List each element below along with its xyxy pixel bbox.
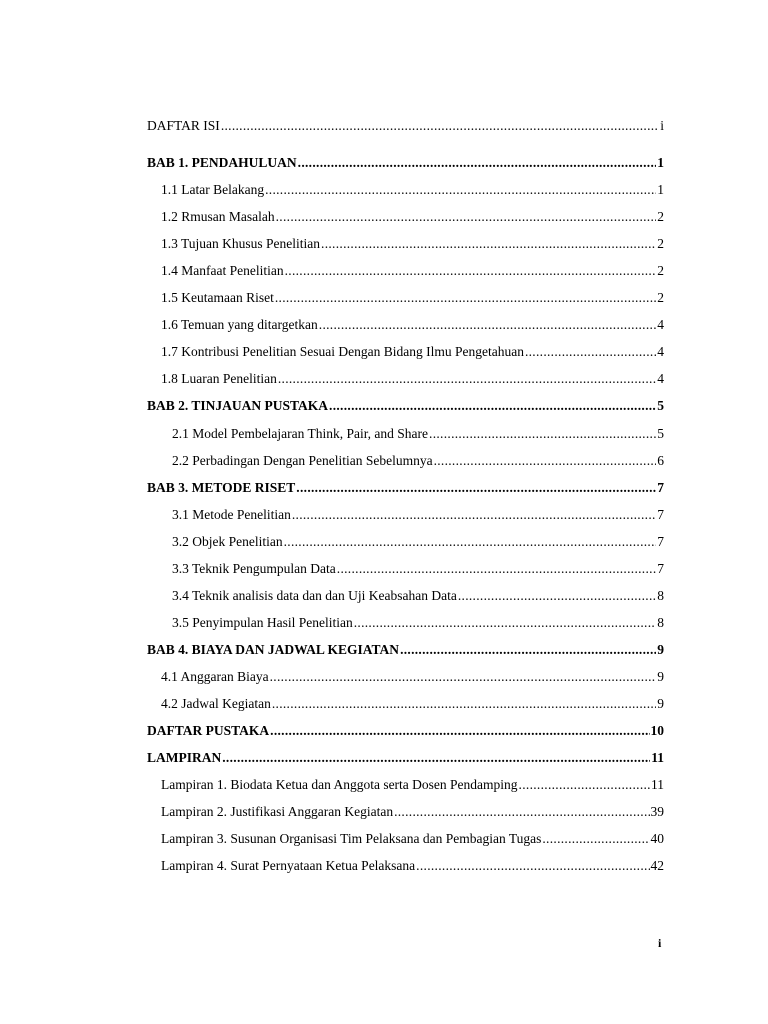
dot-leader [270,667,657,687]
dot-leader [319,315,656,335]
toc-entry-title: 1.7 Kontribusi Penelitian Sesuai Dengan Bidang Ilmu Pengetahuan [161,344,524,359]
dot-leader [434,451,657,471]
toc-entry-page: 2 [657,236,664,251]
toc-entry-title: 2.1 Model Pembelajaran Think, Pair, and Share [172,426,429,441]
toc-entry-title: 1.1 Latar Belakang [161,182,265,197]
toc-entry-title: 3.3 Teknik Pengumpulan Data [172,561,336,576]
dot-leader [270,721,649,741]
dot-leader [337,559,656,579]
toc-entry-page: 6 [657,453,664,468]
toc-entry[interactable] [147,396,664,416]
toc-entry-title: DAFTAR ISI [147,118,220,133]
toc-entry-title: 3.5 Penyimpulan Hasil Penelitian [172,615,353,630]
dot-leader [400,640,656,660]
dot-leader [298,153,657,173]
dot-leader [222,748,650,768]
toc-entry-page: 7 [657,561,664,576]
toc-entry-title: 1.8 Luaran Penelitian [161,371,277,386]
toc-entry-title: BAB 3. METODE RISET [147,480,296,495]
toc-entry-page: 40 [650,831,664,846]
toc-entry-page: 10 [650,723,664,738]
toc-entry-page: 7 [657,507,664,522]
dot-leader [278,369,656,389]
toc-entry-title: 1.6 Temuan yang ditargetkan [161,317,318,332]
toc-entry[interactable] [161,856,664,876]
toc-entry-page: 5 [657,426,664,441]
toc-entry-page: 8 [657,588,664,603]
toc-entry-title: 4.2 Jadwal Kegiatan [161,696,271,711]
toc-entry[interactable] [161,288,664,308]
toc-entry-title: Lampiran 3. Susunan Organisasi Tim Pelaksana dan Pembagian Tugas [161,831,542,846]
toc-entry[interactable] [147,153,664,173]
toc-entry[interactable] [161,802,664,822]
dot-leader [416,856,649,876]
dot-leader [292,505,656,525]
toc-entry[interactable] [172,532,664,552]
toc-entry[interactable] [172,613,664,633]
toc-entry-page: 9 [657,696,664,711]
dot-leader [321,234,656,254]
toc-entry[interactable] [161,829,664,849]
toc-entry[interactable] [172,424,664,444]
page-number: i [658,936,662,950]
toc-entry-title: Lampiran 4. Surat Pernyataan Ketua Pelaksana [161,858,416,873]
dot-leader [265,180,656,200]
dot-leader [276,207,657,227]
dot-leader [296,478,656,498]
toc-entry-title: 1.4 Manfaat Penelitian [161,263,284,278]
toc-entry[interactable] [161,207,664,227]
dot-leader [394,802,649,822]
toc-entry-page: 1 [657,155,664,170]
toc-entry[interactable] [172,586,664,606]
toc-entry[interactable] [147,116,664,136]
toc-entry-page: 4 [657,344,664,359]
toc-entry-title: 1.3 Tujuan Khusus Penelitian [161,236,321,251]
toc-entry-page: 4 [657,371,664,386]
toc-entry-page: 2 [657,290,664,305]
toc-entry[interactable] [172,505,664,525]
toc-entry[interactable] [147,478,664,498]
dot-leader [329,396,656,416]
toc-entry-title: 4.1 Anggaran Biaya [161,669,269,684]
toc-entry-title: Lampiran 2. Justifikasi Anggaran Kegiatan [161,804,394,819]
toc-entry-page: 4 [657,317,664,332]
toc-entry-title: BAB 2. TINJAUAN PUSTAKA [147,398,329,413]
dot-leader [525,342,656,362]
dot-leader [458,586,656,606]
toc-entry[interactable] [172,559,664,579]
toc-entry-title: 1.5 Keutamaan Riset [161,290,274,305]
toc-entry-page: 11 [651,777,664,792]
toc-entry[interactable] [161,775,664,795]
dot-leader [354,613,657,633]
toc-entry[interactable] [161,180,664,200]
toc-entry-page: 42 [650,858,664,873]
toc-entry-page: 8 [657,615,664,630]
toc-entry[interactable] [161,667,664,687]
toc-entry-page: 9 [657,669,664,684]
toc-entry-title: BAB 4. BIAYA DAN JADWAL KEGIATAN [147,642,400,657]
toc-entry-title: LAMPIRAN [147,750,222,765]
toc-entry-title: Lampiran 1. Biodata Ketua dan Anggota serta Dosen Pendamping [161,777,518,792]
toc-entry[interactable] [147,721,664,741]
toc-entry-page: 5 [657,398,664,413]
toc-entry-page: 2 [657,209,664,224]
dot-leader [275,288,656,308]
toc-entry-page: 7 [657,534,664,549]
dot-leader [429,424,656,444]
toc-entry-title: 3.1 Metode Penelitian [172,507,291,522]
toc-entry[interactable] [161,694,664,714]
toc-entry[interactable] [161,315,664,335]
toc-entry-page: 39 [650,804,664,819]
toc-entry-page: 7 [657,480,664,495]
toc-entry-page: 2 [657,263,664,278]
toc-entry-page: 1 [657,182,664,197]
toc-entry-title: 2.2 Perbadingan Dengan Penelitian Sebelumnya [172,453,433,468]
toc-entry-title: 1.2 Rmusan Masalah [161,209,275,224]
toc-entry[interactable] [147,640,664,660]
toc-entry-title: 3.2 Objek Penelitian [172,534,283,549]
toc-entry[interactable] [172,451,664,471]
toc-entry[interactable] [147,748,664,768]
dot-leader [272,694,656,714]
toc-entry[interactable] [161,369,664,389]
dot-leader [284,532,657,552]
toc-entry[interactable] [161,234,664,254]
dot-leader [542,829,649,849]
toc-entry-title: 3.4 Teknik analisis data dan dan Uji Keabsahan Data [172,588,457,603]
dot-leader [221,116,659,136]
toc-entry-page: i [660,118,664,133]
toc-entry[interactable] [161,342,664,362]
dot-leader [285,261,657,281]
toc-entry-title: DAFTAR PUSTAKA [147,723,270,738]
toc-entry-page: 9 [657,642,664,657]
toc-entry[interactable] [161,261,664,281]
toc-entry-page: 11 [651,750,664,765]
dot-leader [519,775,650,795]
toc-entry-title: BAB 1. PENDAHULUAN [147,155,297,170]
